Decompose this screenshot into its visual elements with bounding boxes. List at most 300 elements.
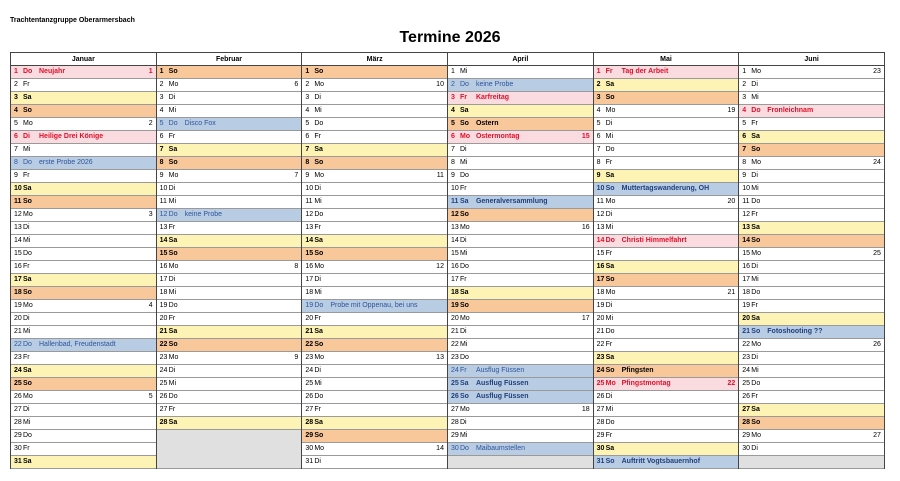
- day-cell[interactable]: [739, 313, 884, 326]
- day-cell[interactable]: [157, 92, 302, 105]
- day-cell[interactable]: [448, 118, 593, 131]
- day-cell[interactable]: [302, 209, 447, 222]
- event-label: Fronleichnam: [767, 107, 814, 114]
- event-label: Ausflug Füssen: [475, 380, 529, 387]
- day-cell[interactable]: [448, 404, 593, 417]
- day-number: 4: [305, 107, 310, 114]
- day-cell[interactable]: [157, 300, 302, 313]
- day-cell[interactable]: [594, 196, 739, 209]
- day-cell[interactable]: [448, 326, 593, 339]
- day-cell[interactable]: [448, 144, 593, 157]
- weekday: Fr: [459, 367, 467, 374]
- weekday: Mi: [314, 198, 322, 205]
- day-cell[interactable]: [302, 105, 447, 118]
- day-cell[interactable]: [11, 183, 156, 196]
- day-cell[interactable]: [11, 313, 156, 326]
- day-cell[interactable]: [448, 352, 593, 365]
- day-cell[interactable]: [739, 391, 884, 404]
- day-cell[interactable]: [739, 144, 884, 157]
- day-number: 28: [450, 419, 459, 426]
- day-number: 17: [159, 276, 168, 283]
- day-cell[interactable]: [302, 443, 447, 456]
- day-cell[interactable]: [11, 365, 156, 378]
- weekday: Mo: [23, 120, 33, 127]
- day-cell[interactable]: [448, 79, 593, 92]
- day-cell[interactable]: [157, 183, 302, 196]
- day-cell[interactable]: [448, 157, 593, 170]
- day-cell[interactable]: [157, 144, 302, 157]
- day-number: 24: [596, 367, 605, 374]
- day-cell[interactable]: [594, 92, 739, 105]
- day-number: 9: [742, 172, 747, 179]
- day-number: 18: [159, 289, 168, 296]
- day-number: 29: [742, 432, 751, 439]
- day-cell[interactable]: [448, 443, 593, 456]
- weekday: Mo: [605, 107, 616, 114]
- day-number: 23: [596, 354, 605, 361]
- weekday: Mi: [751, 276, 759, 283]
- event-label: Heilige Drei Könige: [39, 133, 104, 140]
- day-cell[interactable]: [11, 417, 156, 430]
- day-number: 21: [305, 328, 314, 335]
- day-cell[interactable]: [594, 118, 739, 131]
- day-number: 16: [14, 263, 22, 270]
- day-cell[interactable]: [594, 365, 739, 378]
- day-cell[interactable]: [739, 235, 884, 248]
- day-cell[interactable]: [448, 183, 593, 196]
- day-cell[interactable]: [302, 66, 447, 79]
- weekday: Mo: [605, 198, 616, 205]
- day-cell[interactable]: [739, 443, 884, 456]
- day-cell[interactable]: [157, 313, 302, 326]
- day-cell[interactable]: [594, 144, 739, 157]
- day-cell[interactable]: [11, 170, 156, 183]
- weekday: Mo: [314, 263, 325, 270]
- day-cell[interactable]: [11, 456, 156, 469]
- day-cell[interactable]: [448, 365, 593, 378]
- day-number: 22: [450, 341, 459, 348]
- day-cell[interactable]: [11, 131, 156, 144]
- day-cell[interactable]: [448, 339, 593, 352]
- day-number: 11: [305, 198, 313, 205]
- day-cell[interactable]: [157, 404, 302, 417]
- day-cell[interactable]: [448, 313, 593, 326]
- weekday: Do: [168, 211, 178, 218]
- weekday: Do: [605, 328, 615, 335]
- weekday: Mi: [459, 159, 468, 166]
- day-number: 10: [450, 185, 459, 192]
- day-cell[interactable]: [739, 287, 884, 300]
- day-cell[interactable]: [739, 105, 884, 118]
- day-number: 10: [742, 185, 751, 192]
- weekday: Sa: [314, 328, 323, 335]
- day-number: 13: [305, 224, 314, 231]
- weekday: Sa: [605, 263, 615, 270]
- day-number: 4: [742, 107, 747, 114]
- day-number: 29: [450, 432, 459, 439]
- month-header: Juni: [739, 53, 884, 66]
- day-cell[interactable]: [448, 430, 593, 443]
- day-cell[interactable]: [11, 248, 156, 261]
- day-number: 14: [596, 237, 605, 244]
- day-number: 2: [450, 81, 455, 88]
- weekday: Sa: [605, 354, 615, 361]
- day-cell[interactable]: [302, 430, 447, 443]
- day-cell[interactable]: [11, 300, 156, 313]
- day-cell[interactable]: [739, 79, 884, 92]
- day-cell[interactable]: [594, 131, 739, 144]
- day-cell[interactable]: [11, 339, 156, 352]
- weekday: So: [751, 146, 761, 153]
- weekday: Mi: [314, 289, 322, 296]
- day-number: 8: [596, 159, 601, 166]
- day-cell[interactable]: [594, 157, 739, 170]
- day-cell[interactable]: [302, 352, 447, 365]
- weekday: Sa: [23, 94, 32, 101]
- day-cell[interactable]: [302, 92, 447, 105]
- day-cell[interactable]: [448, 209, 593, 222]
- day-number: 6: [14, 133, 18, 140]
- day-cell[interactable]: [157, 209, 302, 222]
- day-cell[interactable]: [157, 339, 302, 352]
- day-cell[interactable]: [302, 417, 447, 430]
- day-cell[interactable]: [448, 274, 593, 287]
- week-number: 22: [727, 380, 736, 387]
- day-cell[interactable]: [11, 443, 156, 456]
- day-cell[interactable]: [11, 196, 156, 209]
- day-cell[interactable]: [302, 196, 447, 209]
- day-cell[interactable]: [594, 105, 739, 118]
- day-cell[interactable]: [11, 118, 156, 131]
- day-cell[interactable]: [11, 105, 156, 118]
- day-cell[interactable]: [739, 404, 884, 417]
- day-number: 8: [159, 159, 164, 166]
- day-cell[interactable]: [11, 391, 156, 404]
- day-cell[interactable]: [448, 417, 593, 430]
- day-cell[interactable]: [448, 131, 593, 144]
- day-number: 6: [742, 133, 747, 140]
- day-cell[interactable]: [594, 326, 739, 339]
- day-cell[interactable]: [11, 157, 156, 170]
- day-cell[interactable]: [448, 66, 593, 79]
- day-number: 24: [305, 367, 314, 374]
- day-cell[interactable]: [594, 248, 739, 261]
- day-cell[interactable]: [302, 287, 447, 300]
- day-number: 17: [596, 276, 605, 283]
- day-cell[interactable]: [11, 235, 156, 248]
- day-number: 2: [742, 81, 747, 88]
- weekday: Do: [23, 341, 32, 348]
- day-cell[interactable]: [739, 300, 884, 313]
- day-cell[interactable]: [157, 391, 302, 404]
- day-number: 26: [596, 393, 605, 400]
- day-cell[interactable]: [302, 391, 447, 404]
- weekday: Mi: [751, 367, 759, 374]
- week-number: 20: [727, 198, 736, 205]
- weekday: So: [168, 250, 178, 257]
- day-cell[interactable]: [302, 248, 447, 261]
- weekday: Mi: [23, 237, 31, 244]
- weekday: Mi: [605, 133, 614, 140]
- day-cell[interactable]: [739, 222, 884, 235]
- day-cell[interactable]: [448, 248, 593, 261]
- day-cell[interactable]: [302, 144, 447, 157]
- day-number: 20: [742, 315, 751, 322]
- day-cell[interactable]: [302, 131, 447, 144]
- day-cell[interactable]: [157, 287, 302, 300]
- day-number: 29: [596, 432, 605, 439]
- day-cell[interactable]: [739, 326, 884, 339]
- weekday: Fr: [168, 406, 176, 413]
- weekday: Mo: [23, 302, 33, 309]
- day-cell[interactable]: [11, 352, 156, 365]
- empty-filler: [448, 456, 593, 469]
- day-cell[interactable]: [739, 417, 884, 430]
- day-number: 28: [14, 419, 22, 426]
- day-cell[interactable]: [302, 300, 447, 313]
- day-cell[interactable]: [594, 417, 739, 430]
- day-number: 3: [742, 94, 747, 101]
- day-number: 3: [159, 94, 164, 101]
- day-cell[interactable]: [448, 378, 593, 391]
- day-cell[interactable]: [11, 378, 156, 391]
- day-cell[interactable]: [594, 443, 739, 456]
- day-cell[interactable]: [157, 378, 302, 391]
- day-cell[interactable]: [739, 131, 884, 144]
- day-cell[interactable]: [448, 391, 593, 404]
- day-cell[interactable]: [448, 196, 593, 209]
- day-cell[interactable]: [302, 365, 447, 378]
- day-cell[interactable]: [739, 66, 884, 79]
- weekday: Fr: [314, 224, 321, 231]
- weekday: Sa: [168, 419, 178, 426]
- day-cell[interactable]: [157, 326, 302, 339]
- day-number: 26: [742, 393, 751, 400]
- day-cell[interactable]: [739, 209, 884, 222]
- day-cell[interactable]: [11, 209, 156, 222]
- weekday: Do: [751, 198, 761, 205]
- day-cell[interactable]: [302, 183, 447, 196]
- day-cell[interactable]: [157, 118, 302, 131]
- day-cell[interactable]: [302, 313, 447, 326]
- day-cell[interactable]: [594, 313, 739, 326]
- day-number: 13: [159, 224, 168, 231]
- weekday: Do: [605, 419, 615, 426]
- day-cell[interactable]: [157, 222, 302, 235]
- day-cell[interactable]: [448, 170, 593, 183]
- weekday: Do: [23, 68, 33, 75]
- day-cell[interactable]: [302, 79, 447, 92]
- day-cell[interactable]: [594, 66, 739, 79]
- day-cell[interactable]: [739, 365, 884, 378]
- day-cell[interactable]: [157, 248, 302, 261]
- event-label: Ausflug Füssen: [475, 393, 529, 400]
- day-cell[interactable]: [157, 417, 302, 430]
- weekday: Sa: [459, 107, 469, 114]
- day-cell[interactable]: [739, 170, 884, 183]
- day-cell[interactable]: [157, 196, 302, 209]
- weekday: Sa: [751, 315, 760, 322]
- day-cell[interactable]: [157, 66, 302, 79]
- day-cell[interactable]: [594, 209, 739, 222]
- day-cell[interactable]: [302, 456, 447, 469]
- weekday: Mo: [168, 81, 179, 88]
- day-cell[interactable]: [302, 261, 447, 274]
- day-cell[interactable]: [157, 131, 302, 144]
- weekday: Di: [23, 224, 30, 231]
- day-cell[interactable]: [302, 404, 447, 417]
- day-cell[interactable]: [594, 235, 739, 248]
- weekday: Di: [168, 185, 176, 192]
- week-number: 3: [148, 211, 153, 218]
- weekday: Mo: [314, 445, 325, 452]
- day-cell[interactable]: [157, 261, 302, 274]
- day-cell[interactable]: [302, 326, 447, 339]
- day-cell[interactable]: [11, 326, 156, 339]
- weekday: Fr: [459, 276, 467, 283]
- weekday: Mo: [23, 211, 33, 218]
- weekday: Mo: [314, 81, 325, 88]
- weekday: Mo: [168, 354, 179, 361]
- day-cell[interactable]: [11, 79, 156, 92]
- week-number: 9: [294, 354, 299, 361]
- day-number: 19: [14, 302, 22, 309]
- weekday: Do: [314, 302, 324, 309]
- day-cell[interactable]: [157, 170, 302, 183]
- weekday: So: [23, 289, 32, 296]
- day-cell[interactable]: [594, 430, 739, 443]
- week-number: 21: [727, 289, 736, 296]
- day-cell[interactable]: [594, 261, 739, 274]
- event-label: Muttertagswanderung, OH: [621, 185, 710, 192]
- day-cell[interactable]: [739, 196, 884, 209]
- day-number: 25: [305, 380, 314, 387]
- day-number: 8: [742, 159, 747, 166]
- day-cell[interactable]: [739, 157, 884, 170]
- day-number: 22: [159, 341, 168, 348]
- day-number: 24: [742, 367, 751, 374]
- day-cell[interactable]: [11, 274, 156, 287]
- day-cell[interactable]: [448, 222, 593, 235]
- day-cell[interactable]: [739, 274, 884, 287]
- day-number: 7: [742, 146, 747, 153]
- weekday: So: [459, 120, 469, 127]
- weekday: Di: [314, 276, 321, 283]
- weekday: Di: [751, 354, 758, 361]
- weekday: Mi: [459, 250, 468, 257]
- day-cell[interactable]: [739, 430, 884, 443]
- day-cell[interactable]: [157, 105, 302, 118]
- weekday: Do: [605, 146, 615, 153]
- day-cell[interactable]: [302, 118, 447, 131]
- weekday: Di: [751, 263, 758, 270]
- day-cell[interactable]: [594, 79, 739, 92]
- day-cell[interactable]: [739, 248, 884, 261]
- day-cell[interactable]: [11, 144, 156, 157]
- day-cell[interactable]: [448, 300, 593, 313]
- day-cell[interactable]: [157, 352, 302, 365]
- day-cell[interactable]: [739, 118, 884, 131]
- day-number: 7: [450, 146, 455, 153]
- weekday: Mo: [168, 172, 179, 179]
- day-cell[interactable]: [594, 352, 739, 365]
- week-number: 5: [148, 393, 153, 400]
- day-cell[interactable]: [739, 261, 884, 274]
- day-cell[interactable]: [594, 378, 739, 391]
- day-cell[interactable]: [739, 352, 884, 365]
- day-cell[interactable]: [302, 235, 447, 248]
- day-cell[interactable]: [739, 92, 884, 105]
- week-number: 18: [581, 406, 590, 413]
- day-number: 19: [305, 302, 314, 309]
- day-cell[interactable]: [448, 235, 593, 248]
- day-number: 16: [450, 263, 459, 270]
- day-cell[interactable]: [594, 183, 739, 196]
- day-number: 23: [159, 354, 168, 361]
- day-number: 2: [305, 81, 310, 88]
- day-cell[interactable]: [11, 66, 156, 79]
- day-cell[interactable]: [157, 274, 302, 287]
- day-number: 12: [159, 211, 168, 218]
- empty-filler: [157, 430, 302, 469]
- day-cell[interactable]: [11, 92, 156, 105]
- day-cell[interactable]: [594, 274, 739, 287]
- day-number: 9: [450, 172, 455, 179]
- day-cell[interactable]: [11, 404, 156, 417]
- day-cell[interactable]: [302, 378, 447, 391]
- day-cell[interactable]: [448, 105, 593, 118]
- weekday: Sa: [751, 406, 760, 413]
- event-label: erste Probe 2026: [39, 159, 93, 166]
- day-cell[interactable]: [11, 430, 156, 443]
- day-cell[interactable]: [157, 79, 302, 92]
- weekday: Do: [751, 380, 761, 387]
- day-cell[interactable]: [302, 274, 447, 287]
- day-cell[interactable]: [302, 339, 447, 352]
- day-cell[interactable]: [157, 365, 302, 378]
- day-cell[interactable]: [448, 287, 593, 300]
- day-cell[interactable]: [11, 287, 156, 300]
- day-cell[interactable]: [157, 157, 302, 170]
- day-cell[interactable]: [11, 222, 156, 235]
- day-cell[interactable]: [739, 339, 884, 352]
- day-cell[interactable]: [11, 261, 156, 274]
- day-cell[interactable]: [594, 339, 739, 352]
- day-cell[interactable]: [594, 222, 739, 235]
- weekday: So: [23, 198, 32, 205]
- day-cell[interactable]: [594, 456, 739, 469]
- day-cell[interactable]: [739, 183, 884, 196]
- day-number: 9: [305, 172, 310, 179]
- day-cell[interactable]: [448, 92, 593, 105]
- day-number: 5: [305, 120, 310, 127]
- day-cell[interactable]: [594, 170, 739, 183]
- day-number: 24: [159, 367, 168, 374]
- day-cell[interactable]: [594, 300, 739, 313]
- weekday: Do: [168, 120, 178, 127]
- day-cell[interactable]: [302, 222, 447, 235]
- day-cell[interactable]: [302, 170, 447, 183]
- day-cell[interactable]: [594, 404, 739, 417]
- day-number: 30: [596, 445, 605, 452]
- day-cell[interactable]: [739, 378, 884, 391]
- day-cell[interactable]: [302, 157, 447, 170]
- day-cell[interactable]: [594, 287, 739, 300]
- day-number: 26: [14, 393, 22, 400]
- day-cell[interactable]: [157, 235, 302, 248]
- day-cell[interactable]: [594, 391, 739, 404]
- day-cell[interactable]: [448, 261, 593, 274]
